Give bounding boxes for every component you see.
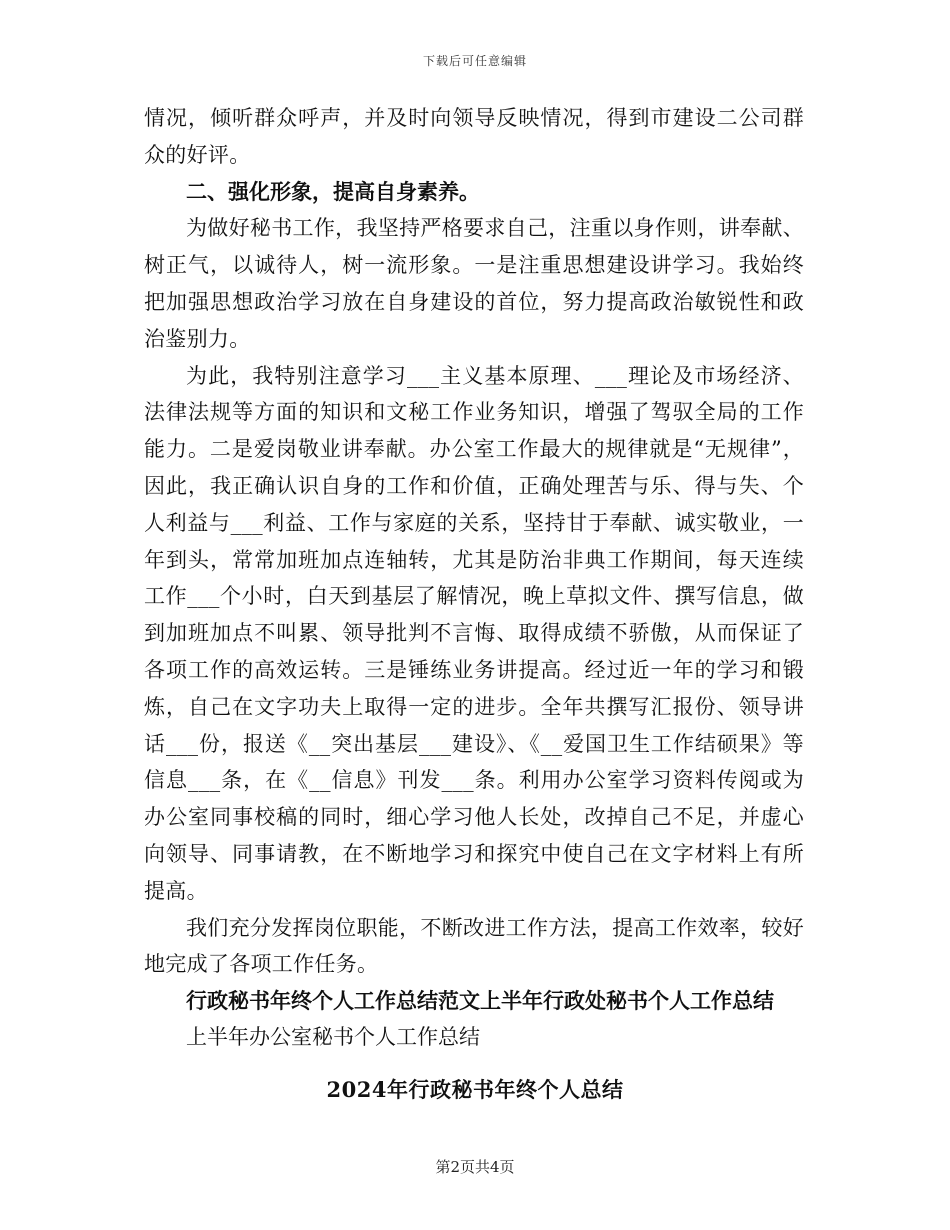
section-heading: 二、强化形象，提高自身素养。 (186, 178, 480, 204)
paragraph: 为做好秘书工作，我坚持严格要求自己，注重以身作则，讲奉献、树正气，以诚待人，树一流形象。一是注重思想建设讲学习。我始终把加强思想政治学习放在自身建设的首位，努力提高政治敏锐性和政治鉴别力。 (144, 216, 804, 351)
document-title: 2024年行政秘书年终个人总结 (326, 1077, 624, 1102)
paragraph: 我们充分发挥岗位职能，不断改进工作方法，提高工作效率，较好地完成了各项工作任务。 (144, 915, 804, 977)
document-body (144, 100, 804, 1054)
related-article-title: 行政秘书年终个人工作总结范文上半年行政处秘书个人工作总结 (186, 988, 774, 1014)
related-article-subtitle: 上半年办公室秘书个人工作总结 (186, 1024, 480, 1049)
page-number-footer: 第2页共4页 (435, 1158, 515, 1176)
header-note: 下载后可任意编辑 (422, 54, 527, 68)
paragraph-continuation: 情况，倾听群众呼声，并及时向领导反映情况，得到市建设二公司群众的好评。 (144, 106, 804, 167)
paragraph: 为此，我特别注意学习___主义基本原理、___理论及市场经济、法律法规等方面的知识和文秘工作业务知识，增强了驾驭全局的工作能力。二是爱岗敬业讲奉献。办公室工作最大的规律就是“无规律”，因此，我正确认识自身的工作和价值，正确处理苦与乐、得与失、个人利益与___利益、工作与家庭的关系，坚持甘于奉献、诚实敬业，一年到头，常常加班加点连轴转，尤其是防治非典工作期间，每天连续工作___个小时，白天到基层了解情况，晚上草拟文件、撰写信息，做到加班加点不叫累、领导批判不言悔、取得成绩不骄傲，从而保证了各项工作的高效运转。三是锤练业务讲提高。经过近一年的学习和锻炼，自己在文字功夫上取得一定的进步。全年共撰写汇报份、领导讲话___份，报送《__突出基层___建设》、《__爱国卫生工作结硕果》等信息___条，在《__信息》刊发___条。利用办公室学习资料传阅或为办公室同事校稿的同时，细心学习他人长处，改掉自己不足，并虚心向领导、同事请教，在不断地学习和探究中使自己在文字材料上有所提高。 (144, 363, 804, 903)
